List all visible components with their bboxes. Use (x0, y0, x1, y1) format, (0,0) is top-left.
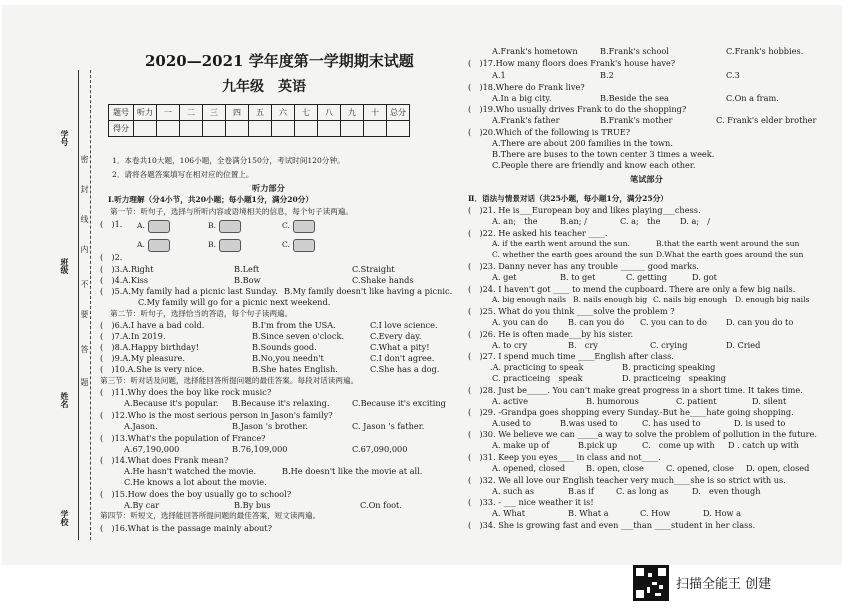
option: B. nails enough big (573, 295, 648, 304)
option: A. get (492, 272, 517, 282)
option: D. practiceing speaking (622, 373, 727, 383)
option: D. can you do to (726, 317, 794, 327)
option: C. a; the (620, 216, 661, 226)
question: ( )8.A.Happy birthday! (100, 342, 200, 352)
binding-line (78, 70, 79, 540)
question: ( )29. -Grandpa goes shopping every Sunday.-But he____hate going shopping. (468, 407, 794, 417)
option: D. a; / (680, 216, 711, 226)
option: D.What the earth goes around the sun (656, 250, 804, 259)
option: C.Because it's exciting (352, 398, 446, 408)
question: ( )18.Where do Frank live? (468, 82, 585, 92)
option: C.Straight (352, 264, 395, 274)
question: ( )34. She is growing fast and even ___than ____student in her class. (468, 520, 756, 530)
option: C.67,090,000 (352, 444, 408, 454)
picture-option-label: C. (282, 221, 290, 230)
option: B.Jason 's brother. (232, 421, 308, 431)
score-table-cell (180, 121, 203, 137)
option: C.I don't agree. (370, 353, 435, 363)
option: D. How a (703, 508, 742, 518)
score-table-cell: 二 (180, 105, 203, 121)
question: ( )7.A.In 2019. (100, 331, 166, 341)
question: ( )5.A.My family had a picnic last Sunday. (100, 286, 278, 296)
question: ( )2. (100, 252, 123, 262)
option: B.was used to (560, 418, 618, 428)
seal-char: 答 (80, 345, 89, 353)
question: ( )14.What does Frank mean? (100, 455, 229, 465)
option: D. enough big nails (735, 295, 810, 304)
question: ( )33. - ___ nice weather it is! (468, 497, 594, 507)
food-picture-icon (219, 220, 241, 233)
question: ( )12.Who is the most serious person in Jason's family? (100, 410, 333, 420)
option: C. come up with (642, 440, 715, 450)
option: C. How (640, 508, 671, 518)
option: C. opened, close (666, 463, 734, 473)
question: ( )11.Why does the boy like rock music? (100, 387, 272, 397)
option: C.Shake hands (352, 275, 414, 285)
option: B.an; / (560, 216, 587, 226)
score-table-cell: 十 (364, 105, 387, 121)
option: A.Frank's father (492, 115, 560, 125)
option: D. even though (692, 486, 761, 496)
question: ( )30. We believe we can _____a way to solve the problem of pollution in the future. (468, 429, 818, 439)
option: A. if the earth went around the sun. (492, 239, 630, 248)
option: B.I'm from the USA. (252, 320, 336, 330)
option: C. Jason 's father. (352, 421, 425, 431)
option: A.Frank's hometown (492, 46, 578, 56)
written-heading: 笔试部分 (630, 174, 663, 184)
option: D. Cried (726, 340, 761, 350)
option: B. What a (568, 508, 609, 518)
option: A.67,190,000 (124, 444, 180, 454)
option: A. big enough nails (492, 295, 567, 304)
option: B.Sounds good. (252, 342, 317, 352)
section-instruction: 第二节：听句子，选择恰当的答语，每个句子读两遍。 (110, 309, 293, 318)
option: .A. practicing to speak (490, 362, 584, 372)
score-table-cell: 六 (272, 105, 295, 121)
option: C.What a pity! (370, 342, 430, 352)
food-picture-icon (148, 220, 170, 233)
picture-option-label: B. (208, 240, 216, 249)
score-table-cell (203, 121, 226, 137)
option: C. has used to (642, 418, 701, 428)
score-table-cell (295, 121, 318, 137)
question: ( )20.Which of the following is TRUE? (468, 127, 631, 137)
option: C. crying (650, 340, 688, 350)
seal-char: 内 (80, 245, 89, 253)
food-picture-icon (293, 239, 315, 252)
option: B.Because it's relaxing. (232, 398, 330, 408)
question: ( )4.A.Kiss (100, 275, 149, 285)
number-label: 学号 (60, 130, 70, 146)
question: ( )15.How does the boy usually go to school? (100, 489, 292, 499)
part-title: I.听力理解（分4小节，共20小题；每小题1分，满分20分） (108, 195, 313, 204)
option: A. an; the (492, 216, 538, 226)
option: B. to get (560, 272, 596, 282)
seal-char: 封 (80, 185, 89, 193)
seal-line (90, 70, 91, 540)
food-picture-icon (219, 239, 241, 252)
exam-note: 1．本卷共10大题，106小题，全卷满分150分，考试时间120分钟。 (112, 156, 345, 165)
question: ( )6.A.I have a bad cold. (100, 320, 205, 330)
score-table-cell (134, 121, 157, 137)
option: B. practicing speaking (622, 362, 716, 372)
option: C.Frank's hobbies. (726, 46, 804, 56)
option: C. as long as (616, 486, 669, 496)
exam-subtitle: 九年级 英语 (222, 79, 306, 95)
option: B.By bus (234, 500, 271, 510)
option: D. is used to (734, 418, 786, 428)
option: A. make up of (492, 440, 550, 450)
option: A.Because it's popular. (124, 398, 219, 408)
option: C. you can to do (640, 317, 707, 327)
food-picture-icon (293, 220, 315, 233)
option: D. got (692, 272, 717, 282)
option: A.By car (124, 500, 160, 510)
score-table-cell: 题号 (109, 105, 134, 121)
option: A.In a big city. (492, 93, 552, 103)
option: C. nails big enough (653, 295, 728, 304)
question: ( )28. Just be_____. You can't make great progress in a short time. It takes time. (468, 385, 803, 395)
option: B.that the earth went around the sun (656, 239, 800, 248)
question: ( )26. He is often made___by his sister. (468, 329, 634, 339)
option: B.as if (568, 486, 594, 496)
question: ( )24. I haven't got ____ to mend the cupboard. There are only a few big nails. (468, 284, 796, 294)
exam-note: 2．请将各题答案填写在相对应的位置上。 (112, 170, 254, 179)
seal-char: 题 (80, 378, 89, 386)
option: B. humorous (586, 396, 639, 406)
part-title: Ⅱ．语法与情景对话（共25小题，每小题1分，满分25分） (468, 194, 668, 203)
option: B.2 (600, 70, 614, 80)
option: C.People there are friendly and know each other. (492, 160, 696, 170)
scanner-watermark: 扫描全能王 创建 (676, 577, 772, 592)
option: B.She hates English. (252, 364, 338, 374)
score-table-cell: 三 (203, 105, 226, 121)
option: C. practiceing speak (492, 373, 583, 383)
option: D. silent (752, 396, 787, 406)
question: ( )27. I spend much time ____English after class. (468, 351, 674, 361)
option: B.76,109,000 (232, 444, 288, 454)
question: ( )3.A.Right (100, 264, 154, 274)
food-picture-icon (148, 239, 170, 252)
option: A. such as (492, 486, 535, 496)
option: B.There are buses to the town center 3 times a week. (492, 149, 715, 159)
seal-char: 不 (80, 280, 89, 288)
option: C.On foot. (360, 500, 402, 510)
score-table-cell (272, 121, 295, 137)
score-table-cell (249, 121, 272, 137)
score-table-cell: 一 (157, 105, 180, 121)
qr-code-icon (633, 565, 669, 601)
option: B.Left (234, 264, 260, 274)
question: ( )9.A.My pleasure. (100, 353, 185, 363)
question: ( )13.What's the population of France? (100, 433, 266, 443)
score-table-cell (157, 121, 180, 137)
score-table-cell: 听力 (134, 105, 157, 121)
option: A.Jason. (124, 421, 158, 431)
seal-char: 线 (80, 215, 89, 223)
question: ( )32. We all love our English teacher very much____she is so strict with us. (468, 475, 786, 485)
school-label: 学校 (60, 510, 70, 526)
option: B.No,you needn't (252, 353, 324, 363)
exam-title: 2020—2021 学年度第一学期期末试题 (145, 52, 414, 70)
option: C.She has a dog. (370, 364, 440, 374)
option: C.He knows a lot about the movie. (124, 477, 267, 487)
score-table-cell (318, 121, 341, 137)
score-table-cell: 四 (226, 105, 249, 121)
picture-option-label: C. (282, 240, 290, 249)
score-table (108, 104, 410, 137)
option: C.3 (726, 70, 740, 80)
option: B.He doesn't like the movie at all. (282, 466, 423, 476)
score-table-cell: 九 (341, 105, 364, 121)
option: C.Every day. (370, 331, 422, 341)
option: C. Frank's elder brother (716, 115, 817, 125)
section-instruction: 第三节：听对话及问题，选择能回答所提问题的最佳答案。每段对话读两遍。 (100, 376, 359, 385)
option: B.Frank's school (600, 46, 669, 56)
option: C. patient (676, 396, 717, 406)
option: C. getting (626, 272, 667, 282)
question: ( )23. Danny never has any trouble ______ good marks. (468, 261, 700, 271)
option: B.pick up (578, 440, 618, 450)
question: ( )17.How many floors does Frank's house have? (468, 58, 676, 68)
section-instruction: 第一节：听句子，选择与所听内容或语境相关的信息，每个句子读两遍。 (110, 207, 353, 216)
score-table-cell (387, 121, 410, 137)
option: B.Since seven o'clock. (252, 331, 345, 341)
score-table-cell: 总分 (387, 105, 410, 121)
question: ( )1. (100, 219, 123, 229)
option: A. What (492, 508, 525, 518)
score-table-cell: 得分 (109, 121, 134, 137)
question: ( )21. He is___European boy and likes playing___chess. (468, 205, 701, 215)
score-table-cell (341, 121, 364, 137)
picture-option-label: A. (137, 240, 145, 249)
option: A.1 (492, 70, 506, 80)
picture-option-label: B. (208, 221, 216, 230)
option: D. open, closed (746, 463, 810, 473)
option: C.My family will go for a picnic next weekend. (138, 297, 331, 307)
listening-heading: 听力部分 (252, 183, 285, 193)
option: A. active (492, 396, 528, 406)
seal-char: 要 (80, 310, 89, 318)
option: A.used to (492, 418, 531, 428)
option: C.On a fram. (726, 93, 779, 103)
score-table-cell (364, 121, 387, 137)
score-table-cell: 八 (318, 105, 341, 121)
option: B. cry (568, 340, 598, 350)
option: A. you can do (492, 317, 549, 327)
question: ( )16.What is the passage mainly about? (100, 523, 272, 533)
question: ( )22. He asked his teacher ____. (468, 228, 608, 238)
question: ( )31. Keep you eyes____ in class and not____. (468, 452, 661, 462)
option: B.Bow (234, 275, 261, 285)
question: ( )25. What do you think ____solve the problem ? (468, 306, 675, 316)
option: B. open, close (586, 463, 644, 473)
option: A.There are about 200 families in the town. (492, 138, 673, 148)
class-label: 班级 (60, 258, 70, 274)
option: D . catch up with (728, 440, 799, 450)
question: ( )10.A.She is very nice. (100, 364, 205, 374)
question: ( )19.Who usually drives Frank to do the shopping? (468, 104, 687, 114)
name-label: 姓名 (60, 392, 70, 408)
picture-option-label: A. (137, 221, 145, 230)
option: B.Frank's mother (600, 115, 673, 125)
seal-char: 密 (80, 155, 89, 163)
option: A. opened, closed (492, 463, 566, 473)
score-table-cell (226, 121, 249, 137)
option: C. whether the earth goes around the sun (492, 250, 654, 259)
option: B.My family doesn't like having a picnic. (284, 286, 453, 296)
option: B.Beside the sea (600, 93, 669, 103)
score-table-cell: 五 (249, 105, 272, 121)
option: C.I love science. (370, 320, 438, 330)
section-instruction: 第四节：听短文，选择能回答所提问题的最佳答案，短文读两遍。 (100, 511, 321, 520)
option: A. to cry (492, 340, 528, 350)
option: B. can you do (568, 317, 625, 327)
option: A.He hasn't watched the movie. (124, 466, 256, 476)
score-table-cell: 七 (295, 105, 318, 121)
